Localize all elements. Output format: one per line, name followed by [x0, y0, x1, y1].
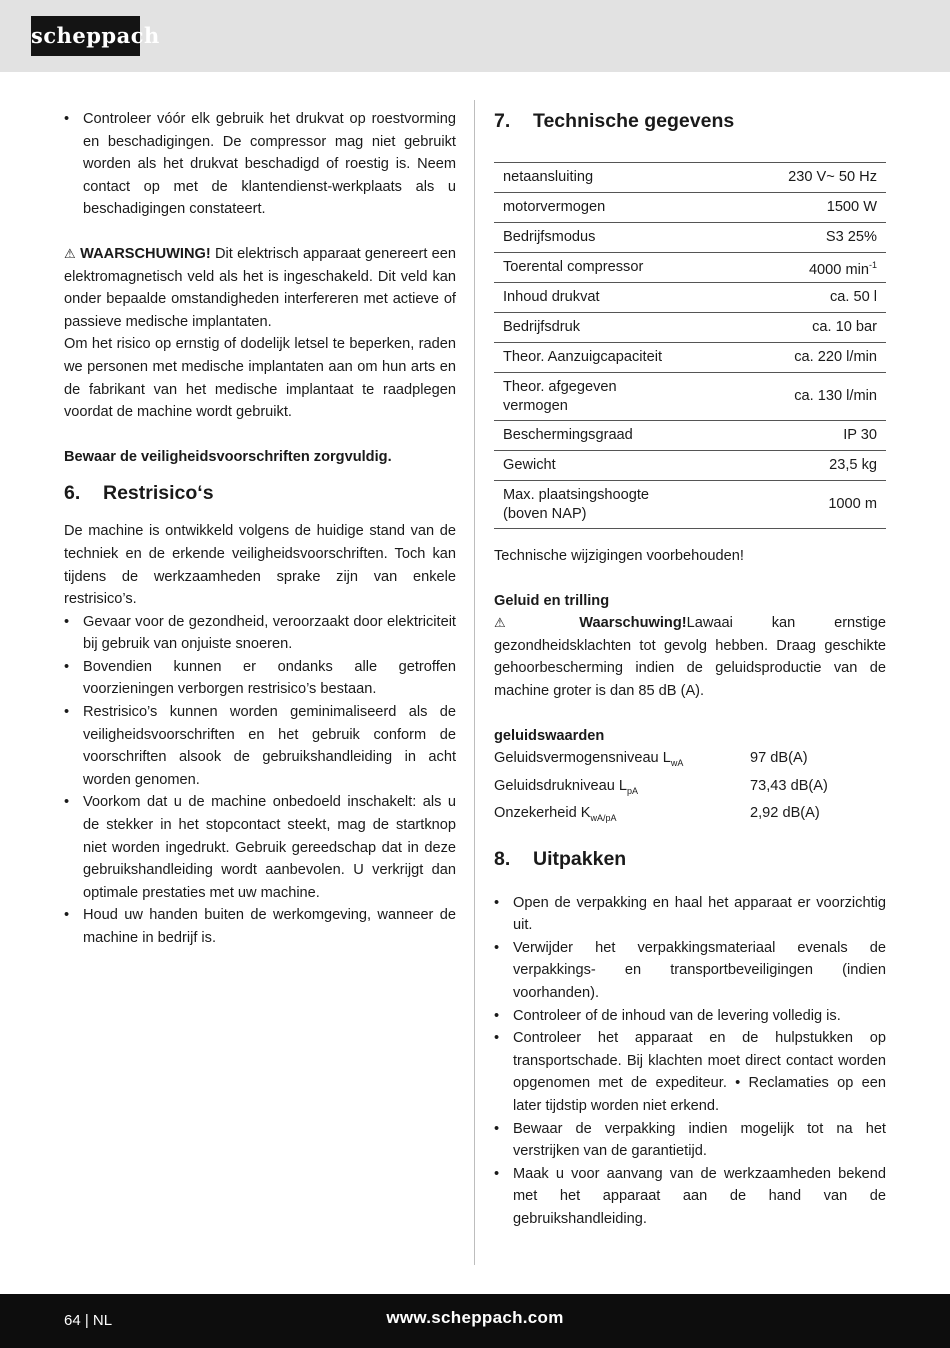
sound-value-row: Geluidsvermogensniveau $L_{wA}$ 97 dB(A) — [494, 750, 808, 769]
section-number: 7. — [494, 110, 511, 132]
warning-label: WAARSCHUWING! — [80, 245, 211, 262]
list-item — [64, 108, 456, 221]
list-item: • Maak u voor aanvang van de werkzaamheden bekend met het apparaat aan de hand van de gebruikshandleiding. — [494, 1165, 886, 1227]
bullet-icon: • — [64, 111, 70, 127]
list-item: • Voorkom dat u de machine onbedoeld inschakelt: als u de stekker in het stopcontact steekt, mag de startknop niet worden ingedrukt. Gebruik gereedschap dat in deze gebruikshandleiding wordt aanbevolen. U verkrijgt dan optimale prestaties met uw machine. — [64, 794, 456, 901]
right-column — [494, 108, 886, 1231]
list-item: • Bewaar de verpakking indien mogelijk tot na het verstrijken van de garantietijd. — [494, 1120, 886, 1160]
sound-values-heading: geluidswaarden — [494, 727, 605, 744]
noise-heading: Geluid en trilling — [494, 592, 610, 609]
technical-data-table — [494, 162, 886, 529]
section-7-heading — [494, 108, 886, 134]
warning-icon: ⚠ — [494, 615, 541, 631]
sound-value-row: Onzekerheid $K_{wA/pA}$ 2,92 dB(A) — [494, 805, 820, 824]
sound-value-row: Geluidsdrukniveau $L_{pA}$ 73,43 dB(A) — [494, 777, 828, 796]
table-row: Max. plaatsingshoogte (boven NAP) 1000 m — [494, 481, 886, 529]
page-header — [0, 0, 950, 72]
list-item: • Bovendien kunnen er ondanks alle getroffen voorzieningen verborgen restrisico’s bestaan. — [64, 658, 456, 698]
list-item: • Houd uw handen buiten de werkomgeving, wanneer de machine in bedrijf is. — [64, 907, 456, 946]
warning-text: Dit elektrisch apparaat genereert een elektromagnetisch veld als het is ingeschakeld. Dit veld kan onder bepaalde omstandigheden interfereren met actieve of passieve medische implantaten. — [64, 245, 457, 330]
table-row: Gewicht 23,5 kg — [494, 451, 886, 481]
emf-warning — [64, 243, 456, 333]
left-column — [64, 108, 456, 950]
list-item: • Open de verpakking en haal het apparaat er voorzichtig uit. — [494, 894, 886, 934]
section-title: Technische gegevens — [533, 110, 735, 132]
table-row: Bedrijfsdruk ca. 10 bar — [494, 313, 886, 343]
section-title: Uitpakken — [533, 847, 627, 870]
list-item: • Controleer of de inhoud van de levering volledig is. — [494, 1007, 841, 1024]
section-8-heading — [494, 846, 886, 872]
keep-instructions-note: Bewaar de veiligheidsvoorschriften zorgvuldig. — [64, 448, 392, 465]
implant-risk-text: Om het risico op ernstig of dodelijk letsel te beperken, raden we personen met medische implantaten aan om hun arts en de fabrikant van het medische implantaat te raadplegen voordat de machine wordt gebruikt. — [64, 336, 456, 421]
table-row: Bedrijfsmodus S3 25% — [494, 223, 886, 253]
section-title: Restrisico‘s — [103, 482, 214, 505]
column-divider — [474, 100, 475, 1265]
page-footer — [0, 1294, 950, 1348]
table-row: motorvermogen 1500 W — [494, 193, 886, 223]
tech-changes-note: Technische wijzigingen voorbehouden! — [494, 548, 744, 564]
unpacking-list — [494, 892, 886, 1231]
section-6-heading — [64, 480, 456, 506]
list-item: • Restrisico’s kunnen worden geminimaliseerd als de veiligheidsvoorschriften en het gebruik conform de voorschriften alsook de gebruikshandleiding in acht worden genomen. — [64, 704, 456, 788]
residual-risk-list — [64, 611, 456, 950]
website-link[interactable]: www.scheppach.com — [386, 1308, 564, 1327]
intro-list — [64, 108, 456, 221]
table-row: Theor. Aanzuigcapaciteit ca. 220 l/min — [494, 343, 886, 373]
table-row: Inhoud drukvat ca. 50 l — [494, 283, 886, 313]
table-row: netaansluiting 230 V~ 50 Hz — [494, 163, 886, 193]
list-item: • Controleer het apparaat en de hulpstukken op transportschade. Bij klachten moet direct contact worden opgenomen met de expediteur. • Reclamaties op een later tijdstip worden niet erkend. — [494, 1030, 886, 1114]
list-item: • Verwijder het verpakkingsmateriaal evenals de verpakkings- en transportbeveiligingen (indien voorhanden). — [494, 939, 886, 1002]
warning-label: Waarschuwing! — [579, 615, 687, 632]
residual-risk-intro: De machine is ontwikkeld volgens de huidige stand van de techniek en de erkende veiligheidsvoorschriften. Toch kan tijdens de werkzaamheden sprake zijn van enkele restrisico’s. — [64, 523, 456, 608]
list-item-text: Controleer vóór elk gebruik het drukvat op roestvorming en beschadigingen. De compressor mag niet gebruikt worden als het drukvat beschadigd of roestig is. Neem contact op met de klantendienst-werkplaats als u beschadigingen constateert. — [83, 111, 456, 218]
warning-text: Lawaai kan ernstige gezondheidsklachten tot gevolg hebben. Draag geschikte gehoorbescherming indien de geluidsproductie van de machine groter is dan 85 dB (A). — [494, 615, 886, 699]
section-number: 6. — [64, 482, 81, 505]
section-number: 8. — [494, 847, 511, 870]
table-row: Theor. afgegeven vermogen ca. 130 l/min — [494, 373, 886, 421]
warning-icon: ⚠ — [64, 245, 76, 261]
noise-warning — [494, 612, 886, 702]
table-row: Toerental compressor 4000 $\min^{-1}$ — [494, 253, 886, 283]
brand-logo: scheppach — [31, 16, 140, 56]
table-row: Beschermingsgraad IP 30 — [494, 421, 886, 451]
page-number: 64 | NL — [64, 1312, 113, 1329]
list-item: • Gevaar voor de gezondheid, veroorzaakt door elektriciteit bij gebruik van onjuiste snoeren. — [64, 613, 456, 653]
